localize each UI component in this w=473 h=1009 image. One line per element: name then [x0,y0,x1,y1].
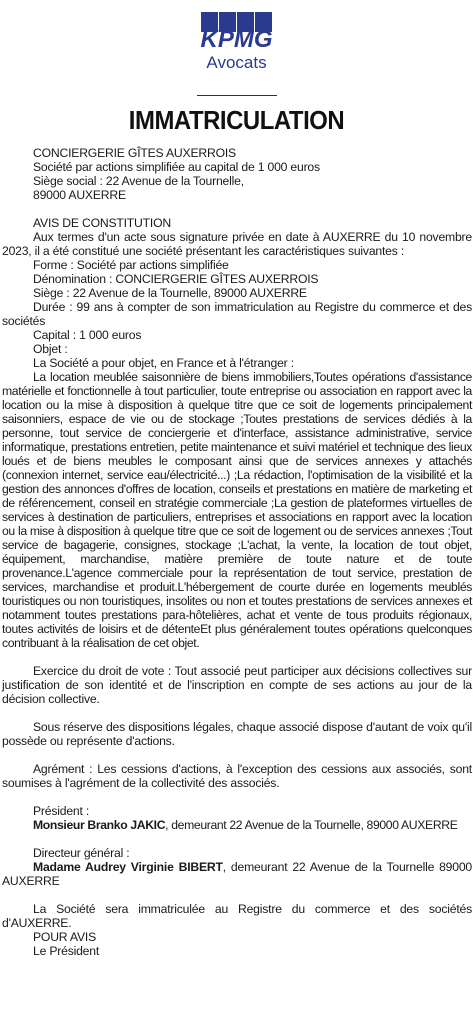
closing-paragraph: La Société sera immatriculée au Registre du commerce et des sociétés d'AUXERRE. [2,902,472,930]
company-name: CONCIERGERIE GÎTES AUXERROIS [33,146,236,160]
kpmg-avocats-logo [0,12,473,74]
page-title: IMMATRICULATION [128,105,345,135]
president-address: , demeurant 22 Avenue de la Tournelle, 89000 AUXERRE [165,818,458,832]
president-name: Monsieur Branko JAKIC [33,818,166,832]
voix-paragraph: Sous réserve des dispositions légales, chaque associé dispose d'autant de voix qu'il possède ou représente d'actions. [2,720,472,748]
company-city: 89000 AUXERRE [33,188,126,202]
avis-intro: Aux termes d'un acte sous signature privée en date à AUXERRE du 10 novembre 2023, il a été constitué une société présentant les caractéristiques suivantes : [2,230,472,258]
avis-heading: AVIS DE CONSTITUTION [33,216,171,230]
vote-paragraph: Exercice du droit de vote : Tout associé peut participer aux décisions collectives sur justification de son identité et de l'inscription en compte de ses actions au jour de la décision collective. [2,664,472,706]
signature: Le Président [33,944,100,958]
avis-capital: Capital : 1 000 euros [33,328,142,342]
dg-address: , demeurant 22 Avenue de la Tournelle 89000 AUXERRE [2,860,472,888]
notice-body [2,146,472,958]
avis-siege: Siège : 22 Avenue de la Tournelle, 89000 AUXERRE [33,286,307,300]
avis-duree: Durée : 99 ans à compter de son immatriculation au Registre du commerce et des sociétés [2,300,472,328]
logo-brand: KPMG [200,26,273,53]
logo-subtitle: Avocats [206,53,267,72]
dg-name: Madame Audrey Virginie BIBERT [33,860,223,874]
pour-avis: POUR AVIS [33,930,96,944]
dg-line [2,860,472,888]
avis-objet-text: La location meublée saisonnière de biens immobiliers,Toutes opérations d'assistance matérielle et fonctionnelle à tout particulier, toute entreprise ou association en rapport avec la location ou la mise à disposition à quelque titre que ce soit de logements principalement saisonniers, espace de vie ou de stockage ;Toutes prestations de services dédiés à la personne, tout service de conciergerie et d'interface, assistance administrative, service informatique, prestations entretien, petite maintenance et suivi matériel et technique des lieux loués et de biens meubles le composant ainsi que de services annexes y attachés (connexion internet, service eau/électricité...) ;La rédaction, l'optimisation de la visibilité et la gestion des annonces d'offres de location, conseils et prestations en matière de marketing et de référencement, conseil en stratégie commerciale ;La gestion de plateformes virtuelles de services à destination de particuliers, entreprises et associations en rapport avec la location ou la mise à disposition à quelque titre que ce soit de logement ou de services annexes ;Tout service de bagagerie, consignes, stockage ;L'achat, la vente, la location de tout objet, équipement, marchandise, matière première de toute nature et de toute provenance.L'agence commerciale pour la représentation de tout service, prestation de services, marchandise et produit.L'hébergement de courte durée en logements meublés touristiques ou non touristiques, insolites ou non et toutes prestations de services annexes et notamment toutes prestations para-hôtelières, achat et vente de tous produits régionaux, toutes activités de loisirs et de détenteEt plus généralement toutes opérations quelconques contribuant à la réalisation de cet objet. [2,370,472,650]
avis-forme: Forme : Société par actions simplifiée [33,258,229,272]
avis-denomination: Dénomination : CONCIERGERIE GÎTES AUXERROIS [33,272,319,286]
title-divider [197,95,277,96]
avis-objet-intro: La Société a pour objet, en France et à l'étranger : [33,356,294,370]
dg-label: Directeur général : [33,846,130,860]
company-siege: Siège social : 22 Avenue de la Tournelle, [33,174,244,188]
president-label: Président : [33,804,90,818]
company-capital: Société par actions simplifiée au capital de 1 000 euros [33,160,320,174]
agrement-paragraph: Agrément : Les cessions d'actions, à l'exception des cessions aux associés, sont soumises à l'agrément de la collectivité des associés. [2,762,472,790]
president-line [2,818,472,832]
avis-objet-label: Objet : [33,342,68,356]
